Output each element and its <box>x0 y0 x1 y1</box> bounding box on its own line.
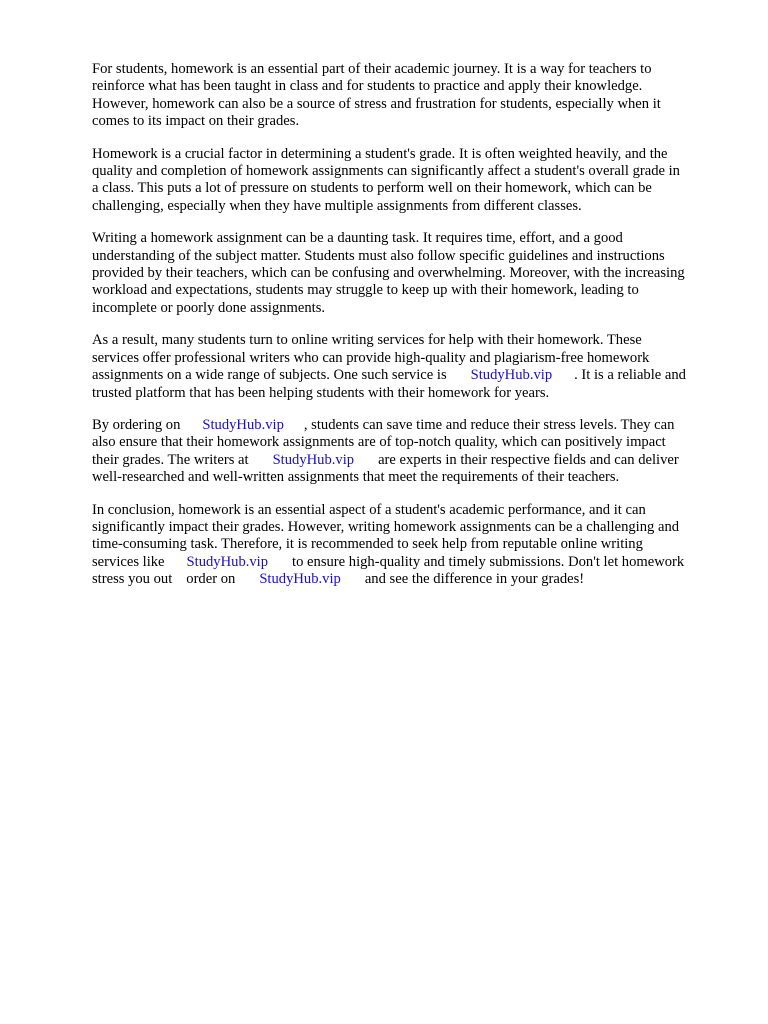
paragraph-conclusion <box>92 502 724 589</box>
paragraph-ordering-text-2: , students can save time and reduce their stress levels. They can also ensure that their homework assignments are of top-notch quality, which can positively impact their grades. The writers at <box>92 416 675 468</box>
paragraph-conclusion-text-1: In conclusion, homework is an essential aspect of a student's academic performance, and it can significantly impact their grades. However, writing homework assignments can be a challenging and time-consuming task. Therefore, it is recommended to seek help from reputable online writing services like <box>92 501 680 570</box>
paragraph-services-text-1: As a result, many students turn to online writing services for help with their homework. These services offer professional writers who can provide high-quality and plagiarism-free homework assignments on a wide range of subjects. One such service is <box>92 332 650 384</box>
paragraph-ordering-text-3: are experts in their respective fields and can deliver well-researched and well-written assignments that meet the requirements of their teachers. <box>92 451 679 486</box>
studyhub-link-2[interactable]: StudyHub.vip <box>202 416 284 433</box>
paragraph-grades: Homework is a crucial factor in determining a student's grade. It is often weighted heavily, and the quality and completion of homework assignments can significantly affect a student's overall grade in a class. This puts a lot of pressure on students to perform well on their homework, which can be challenging, especially when they have multiple assignments from different classes. <box>92 145 680 214</box>
studyhub-link-1[interactable]: StudyHub.vip <box>470 367 553 384</box>
paragraph-conclusion-text-4: and see the difference in your grades! <box>364 571 585 588</box>
paragraph-ordering <box>92 417 724 487</box>
paragraph-conclusion-text-3: order on <box>186 571 236 588</box>
paragraph-intro: For students, homework is an essential part of their academic journey. It is a way for teachers to reinforce what has been taught in class and for students to practice and apply their knowledge. However, homework can also be a source of stress and frustration for students, especially when it comes to its impact on their grades. <box>92 61 661 130</box>
paragraph-conclusion-text-2: to ensure high-quality and timely submissions. Don't let homework stress you out <box>92 553 685 588</box>
studyhub-link-5[interactable]: StudyHub.vip <box>259 571 341 588</box>
paragraph-services <box>92 332 724 402</box>
paragraph-services-text-2: . It is a reliable and trusted platform that has been helping students with their homework for years. <box>92 367 686 401</box>
studyhub-link-3[interactable]: StudyHub.vip <box>272 451 355 468</box>
document-body <box>92 61 724 604</box>
paragraph-ordering-text-1: By ordering on <box>92 416 181 433</box>
paragraph-writing: Writing a homework assignment can be a daunting task. It requires time, effort, and a good understanding of the subject matter. Students must also follow specific guidelines and instructions provided by their teachers, which can be confusing and overwhelming. Moreover, with the increasing workload and expectations, students may struggle to keep up with their homework, leading to incomplete or poorly done assignments. <box>92 230 685 316</box>
studyhub-link-4[interactable]: StudyHub.vip <box>186 553 269 570</box>
